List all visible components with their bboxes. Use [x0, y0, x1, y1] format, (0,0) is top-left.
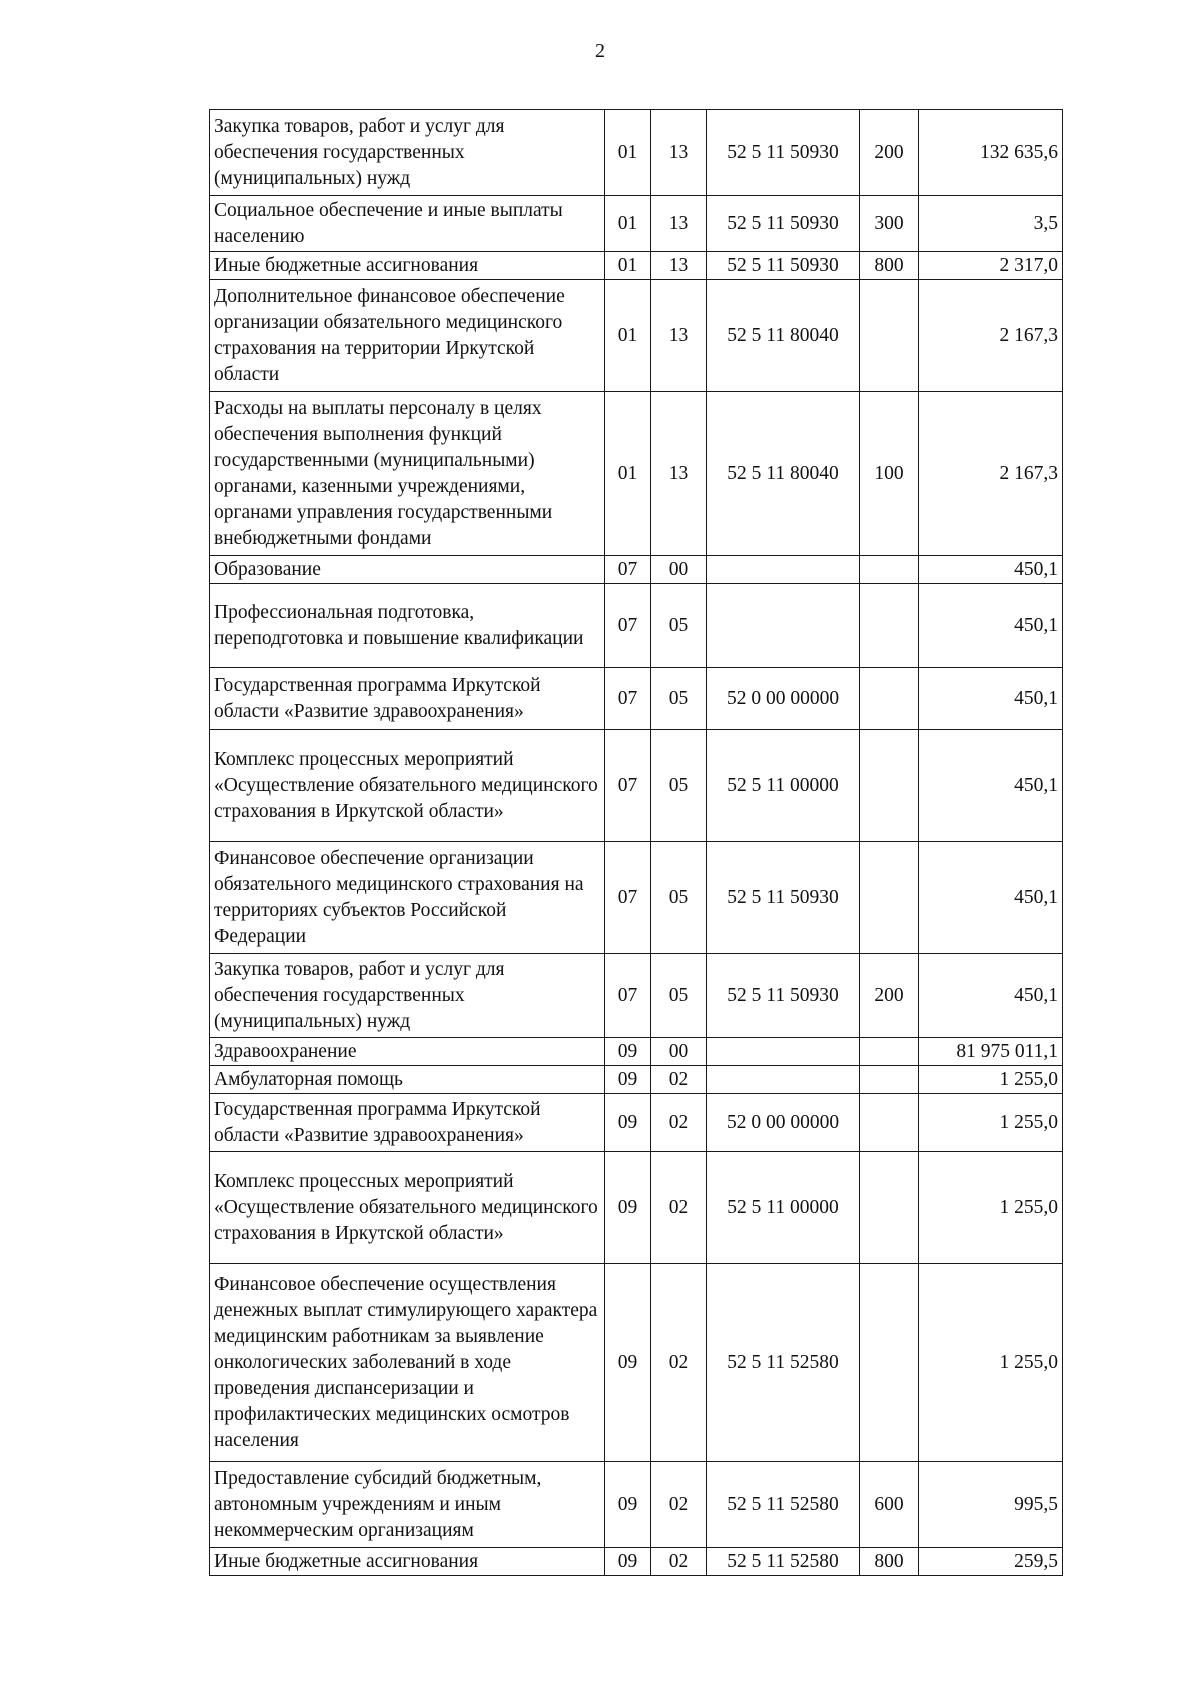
table-row [210, 842, 1063, 954]
budget-table [209, 109, 1063, 1576]
cell-expense-type: 800 [860, 252, 919, 280]
cell-section: 09 [605, 1548, 651, 1576]
cell-target-item: 52 5 11 50930 [707, 842, 860, 954]
cell-name: Финансовое обеспечение осуществления денежных выплат стимулирующего характера медицинским работникам за выявление онкологических заболеваний в ходе проведения диспансеризации и профилактических медицинских осмотров населения [210, 1264, 605, 1462]
cell-name: Комплекс процессных мероприятий «Осуществление обязательного медицинского страхования в Иркутской области» [210, 730, 605, 842]
cell-name: Государственная программа Иркутской области «Развитие здравоохранения» [210, 1094, 605, 1152]
cell-section: 01 [605, 392, 651, 556]
cell-subsection: 05 [651, 842, 707, 954]
cell-target-item: 52 5 11 50930 [707, 252, 860, 280]
cell-target-item: 52 5 11 00000 [707, 1152, 860, 1264]
cell-amount: 450,1 [919, 556, 1063, 584]
cell-subsection: 13 [651, 252, 707, 280]
cell-subsection: 13 [651, 196, 707, 252]
cell-expense-type: 100 [860, 392, 919, 556]
cell-section: 07 [605, 584, 651, 668]
cell-amount: 995,5 [919, 1462, 1063, 1548]
cell-amount: 450,1 [919, 954, 1063, 1038]
cell-name: Иные бюджетные ассигнования [210, 1548, 605, 1576]
table-row [210, 1462, 1063, 1548]
cell-expense-type [860, 1264, 919, 1462]
cell-target-item: 52 5 11 52580 [707, 1548, 860, 1576]
cell-amount: 1 255,0 [919, 1066, 1063, 1094]
cell-name: Амбулаторная помощь [210, 1066, 605, 1094]
cell-expense-type [860, 1094, 919, 1152]
table-row [210, 556, 1063, 584]
table-row [210, 280, 1063, 392]
cell-target-item: 52 0 00 00000 [707, 1094, 860, 1152]
cell-subsection: 02 [651, 1462, 707, 1548]
cell-name: Дополнительное финансовое обеспечение организации обязательного медицинского страхования на территории Иркутской области [210, 280, 605, 392]
table-row [210, 1094, 1063, 1152]
cell-amount: 132 635,6 [919, 110, 1063, 196]
cell-target-item: 52 5 11 52580 [707, 1264, 860, 1462]
cell-name: Социальное обеспечение и иные выплаты населению [210, 196, 605, 252]
cell-expense-type [860, 668, 919, 730]
cell-expense-type [860, 1066, 919, 1094]
cell-expense-type [860, 1152, 919, 1264]
cell-name: Закупка товаров, работ и услуг для обеспечения государственных (муниципальных) нужд [210, 110, 605, 196]
cell-expense-type: 800 [860, 1548, 919, 1576]
cell-section: 09 [605, 1264, 651, 1462]
cell-subsection: 02 [651, 1152, 707, 1264]
cell-amount: 450,1 [919, 730, 1063, 842]
cell-subsection: 05 [651, 954, 707, 1038]
cell-amount: 1 255,0 [919, 1264, 1063, 1462]
cell-target-item [707, 1038, 860, 1066]
cell-section: 09 [605, 1094, 651, 1152]
cell-target-item: 52 0 00 00000 [707, 668, 860, 730]
cell-section: 07 [605, 556, 651, 584]
cell-subsection: 05 [651, 584, 707, 668]
cell-amount: 3,5 [919, 196, 1063, 252]
cell-section: 07 [605, 668, 651, 730]
cell-section: 09 [605, 1066, 651, 1094]
page-number: 2 [595, 40, 605, 62]
cell-name: Финансовое обеспечение организации обязательного медицинского страхования на территориях субъектов Российской Федерации [210, 842, 605, 954]
cell-subsection: 02 [651, 1066, 707, 1094]
table-row [210, 1264, 1063, 1462]
cell-name: Предоставление субсидий бюджетным, автономным учреждениям и иным некоммерческим организациям [210, 1462, 605, 1548]
cell-expense-type [860, 842, 919, 954]
cell-section: 01 [605, 252, 651, 280]
cell-target-item [707, 1066, 860, 1094]
cell-amount: 450,1 [919, 842, 1063, 954]
cell-subsection: 00 [651, 556, 707, 584]
cell-amount: 450,1 [919, 668, 1063, 730]
table-row [210, 954, 1063, 1038]
cell-subsection: 02 [651, 1548, 707, 1576]
table-row [210, 252, 1063, 280]
cell-section: 09 [605, 1152, 651, 1264]
cell-expense-type: 300 [860, 196, 919, 252]
cell-name: Расходы на выплаты персоналу в целях обеспечения выполнения функций государственными (муниципальными) органами, казенными учреждениями, органами управления государственными внебюджетными фондами [210, 392, 605, 556]
cell-subsection: 13 [651, 280, 707, 392]
cell-amount: 1 255,0 [919, 1152, 1063, 1264]
cell-target-item: 52 5 11 50930 [707, 954, 860, 1038]
cell-subsection: 02 [651, 1094, 707, 1152]
cell-section: 01 [605, 110, 651, 196]
cell-name: Иные бюджетные ассигнования [210, 252, 605, 280]
cell-section: 01 [605, 280, 651, 392]
cell-subsection: 05 [651, 668, 707, 730]
cell-section: 01 [605, 196, 651, 252]
cell-target-item: 52 5 11 50930 [707, 196, 860, 252]
cell-section: 07 [605, 842, 651, 954]
cell-expense-type [860, 584, 919, 668]
table-row [210, 584, 1063, 668]
cell-amount: 450,1 [919, 584, 1063, 668]
cell-expense-type: 200 [860, 110, 919, 196]
cell-subsection: 00 [651, 1038, 707, 1066]
table-row [210, 392, 1063, 556]
cell-expense-type [860, 730, 919, 842]
cell-name: Здравоохранение [210, 1038, 605, 1066]
cell-amount: 1 255,0 [919, 1094, 1063, 1152]
cell-target-item: 52 5 11 80040 [707, 280, 860, 392]
cell-amount: 2 167,3 [919, 392, 1063, 556]
cell-target-item: 52 5 11 50930 [707, 110, 860, 196]
cell-subsection: 13 [651, 110, 707, 196]
table-row [210, 668, 1063, 730]
cell-name: Профессиональная подготовка, переподготовка и повышение квалификации [210, 584, 605, 668]
cell-name: Государственная программа Иркутской области «Развитие здравоохранения» [210, 668, 605, 730]
cell-amount: 259,5 [919, 1548, 1063, 1576]
cell-name: Образование [210, 556, 605, 584]
cell-name: Комплекс процессных мероприятий «Осуществление обязательного медицинского страхования в Иркутской области» [210, 1152, 605, 1264]
cell-expense-type [860, 280, 919, 392]
cell-subsection: 02 [651, 1264, 707, 1462]
cell-expense-type: 600 [860, 1462, 919, 1548]
cell-expense-type [860, 556, 919, 584]
table-row [210, 1152, 1063, 1264]
cell-target-item: 52 5 11 52580 [707, 1462, 860, 1548]
table-row [210, 110, 1063, 196]
cell-target-item: 52 5 11 00000 [707, 730, 860, 842]
table-row [210, 1066, 1063, 1094]
cell-target-item [707, 556, 860, 584]
cell-section: 09 [605, 1462, 651, 1548]
cell-target-item [707, 584, 860, 668]
table-row [210, 1548, 1063, 1576]
cell-amount: 81 975 011,1 [919, 1038, 1063, 1066]
table-row [210, 730, 1063, 842]
cell-expense-type: 200 [860, 954, 919, 1038]
cell-name: Закупка товаров, работ и услуг для обеспечения государственных (муниципальных) нужд [210, 954, 605, 1038]
table-row [210, 196, 1063, 252]
cell-target-item: 52 5 11 80040 [707, 392, 860, 556]
cell-subsection: 05 [651, 730, 707, 842]
cell-expense-type [860, 1038, 919, 1066]
cell-section: 07 [605, 730, 651, 842]
table-row [210, 1038, 1063, 1066]
cell-subsection: 13 [651, 392, 707, 556]
cell-amount: 2 167,3 [919, 280, 1063, 392]
cell-amount: 2 317,0 [919, 252, 1063, 280]
cell-section: 07 [605, 954, 651, 1038]
cell-section: 09 [605, 1038, 651, 1066]
